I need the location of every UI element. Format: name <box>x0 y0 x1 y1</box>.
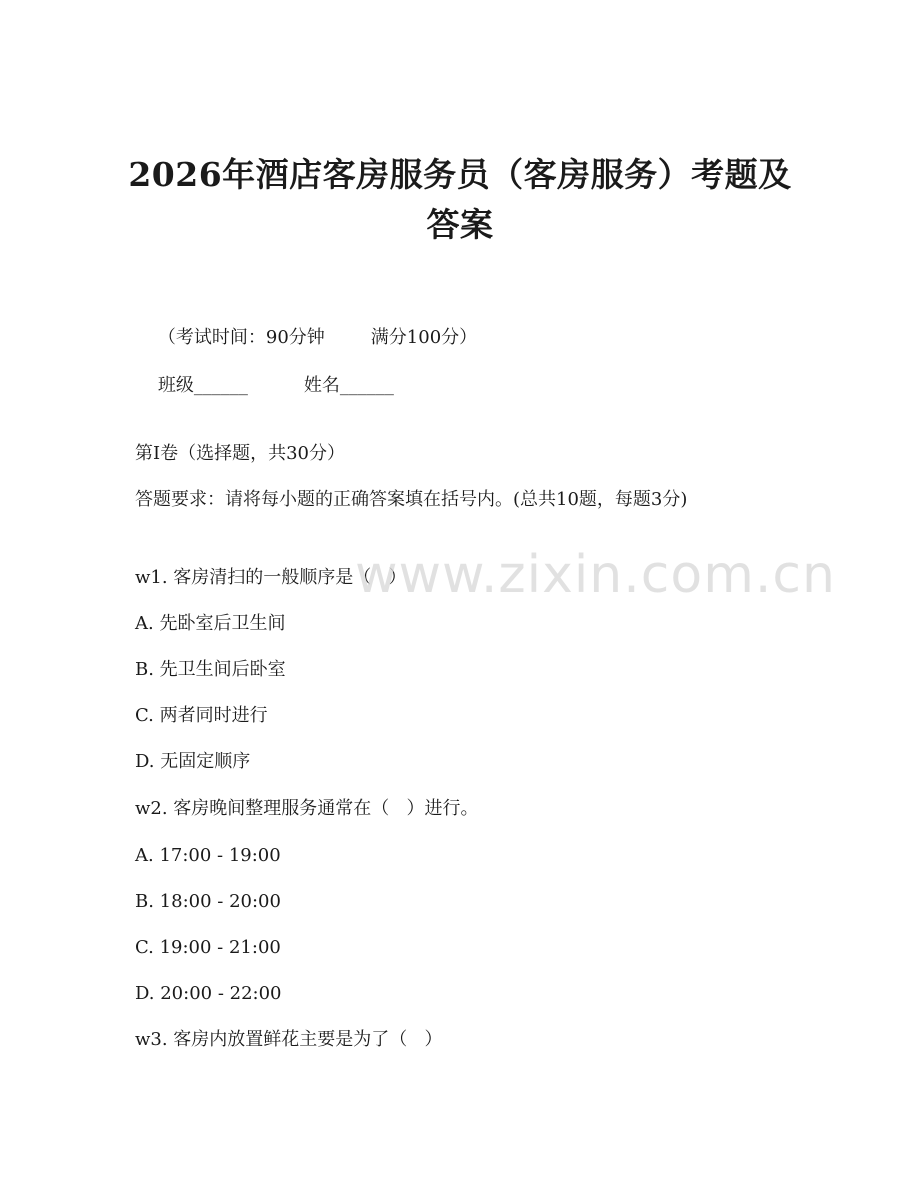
question-option: C. 19:00 - 21:00 <box>135 937 281 958</box>
document-title: 2026年酒店客房服务员（客房服务）考题及答案 <box>128 155 792 244</box>
question-stem: w3. 客房内放置鲜花主要是为了（ ） <box>135 1029 443 1050</box>
question-option: A. 17:00 - 19:00 <box>135 845 281 866</box>
class-field: 班级______ <box>157 375 248 396</box>
question-option: D. 20:00 - 22:00 <box>135 983 282 1004</box>
exam-time: （考试时间：90分钟 <box>157 327 325 348</box>
question-option: D. 无固定顺序 <box>135 751 251 772</box>
exam-score: 满分100分） <box>370 327 478 348</box>
question-option: B. 先卫生间后卧室 <box>135 659 286 680</box>
question-option: B. 18:00 - 20:00 <box>135 891 281 912</box>
section-instructions: 答题要求：请将每小题的正确答案填在括号内。(总共10题，每题3分) <box>135 489 688 510</box>
question-option: A. 先卧室后卫生间 <box>135 613 286 634</box>
question-stem: w2. 客房晚间整理服务通常在（ ）进行。 <box>135 798 479 819</box>
name-field: 姓名______ <box>303 375 394 396</box>
question-option: C. 两者同时进行 <box>135 705 268 726</box>
student-info-row <box>135 350 394 422</box>
question-stem: w1. 客房清扫的一般顺序是（ ） <box>135 567 407 588</box>
section-heading: 第I卷（选择题，共30分） <box>135 443 346 464</box>
watermark: www.zixin.com.cn <box>355 545 836 605</box>
